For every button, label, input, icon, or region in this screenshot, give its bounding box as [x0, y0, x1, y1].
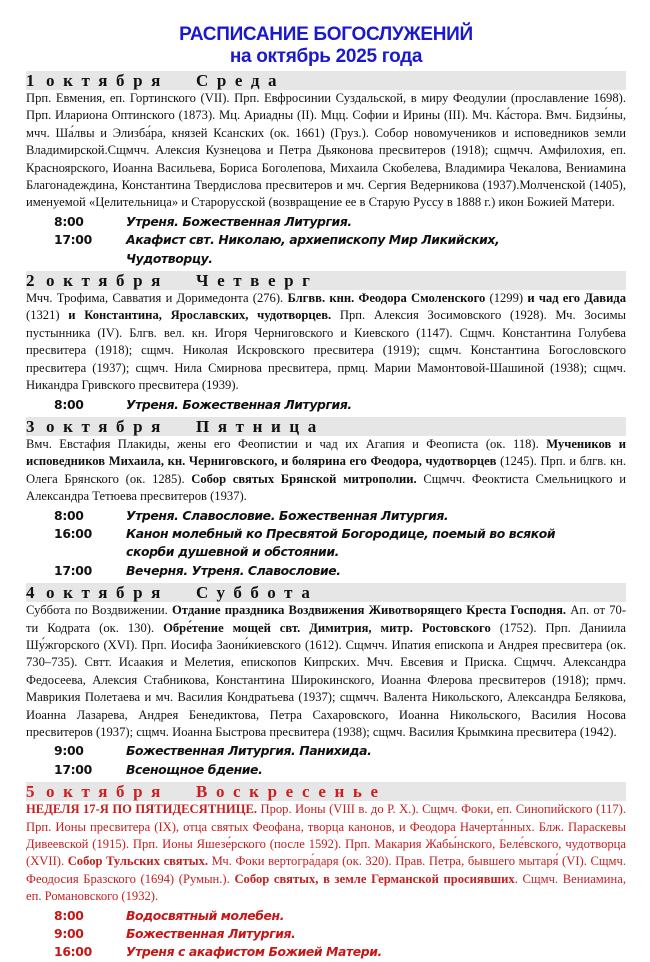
feast-highlight: НЕДЕЛЯ 17-Я ПО ПЯТИДЕСЯТНИЦЕ.: [26, 802, 258, 817]
service-row: [26, 761, 626, 779]
page-title: РАСПИСАНИЕ БОГОСЛУЖЕНИЙ: [179, 24, 473, 45]
day-description: [26, 602, 626, 741]
commemoration-text: Вмч. Евстафия Плакиды, жены его Феопистии и чад их Агапия и Феописта (ок. 118).: [26, 436, 547, 451]
service-row: [26, 943, 626, 961]
commemoration-text: Прп. Алексия Зосимовского (1928). Мч. Зосимы пустынника (IV). Блгв. вел. кн. Игоря Черниговского и Киевского (1147). Сщмч. Константина Голубева пресвитера (1918); сщмч. Николая Искровского пресвитера (1919); сщмч. Константина Богословского пресвитера (1937); сщмч. Нила Смирнова пресвитера, прмц. Марии Мамонтовой-Шашиной (1938); сщмч. Никандра Гривского пресвитера (1939).: [26, 308, 626, 393]
service-row: [26, 213, 626, 231]
commemoration-text: (1752). Прп. Даниила Шу́жгорского (XVI). Прп. Иосифа Заони́киевского (1612). Сщмчч. Ипатия епископа и Андрея пресвитера (ок. 730–735). Свтт. Исаакия и Мелетия, епископов Кипрских. Мчч. Евсевия и Приска. Сщмчч. Александра Федосеева, Алексия Стабникова, Константина Широкинского, Иоанна Флерова пресвитеров (1918); прмч. Маврикия Полетаева и мч. Василия Кондратьева (1937); сщмчч. Валента Никольского, Александра Белякова, Иоанна Лазарева, Андрея Бенедиктова, Петра Сахаровского, Иоанна Никольского, Василия Носова пресвитеров (1937); сщмч. Иоанна Быстрова пресвитера (1938); сщмч. Василия Крымкина пресвитера (1942).: [26, 620, 626, 739]
commemoration-text: . Сщмч. Вениамина, еп. Романовского (1932).: [26, 871, 626, 904]
day-description: [26, 436, 626, 506]
commemoration-text: Мчч. Трофима, Савватия и Доримедонта (276).: [26, 291, 288, 306]
service-time: 8:00: [54, 213, 84, 229]
service-time: 8:00: [54, 396, 84, 412]
service-row: [26, 742, 626, 760]
day-section: [26, 417, 626, 580]
feast-highlight: Отдание праздника Воздвижения Животворящего Креста Господня.: [172, 603, 567, 618]
feast-highlight: Собор святых, в земле Германской просиявших: [234, 871, 515, 886]
services-list: [26, 396, 626, 414]
feast-highlight: Собор Тульских святых.: [67, 854, 209, 869]
service-name: Утреня с акафистом Божией Матери.: [126, 944, 382, 960]
day-weekday: Четверг: [196, 271, 319, 291]
service-time: 9:00: [54, 743, 84, 759]
service-name: Божественная Литургия. Панихида.: [126, 743, 372, 759]
day-month: октября: [46, 782, 169, 802]
day-month: октября: [46, 583, 169, 603]
day-header: [26, 417, 626, 436]
service-name: Акафист свт. Николаю, архиепископу Мир Ликийских, Чудотворцу.: [126, 232, 500, 266]
day-weekday: Среда: [196, 71, 286, 90]
days-list: [26, 71, 626, 962]
day-month: октября: [46, 71, 169, 90]
day-number: 3: [26, 416, 35, 436]
service-time: 16:00: [54, 944, 92, 960]
service-row: [26, 562, 626, 580]
day-header: [26, 271, 626, 290]
day-description: [26, 90, 626, 212]
commemoration-text: Ап. от 70-ти Кодрата (ок. 130).: [26, 603, 627, 635]
service-name: Вечерня. Утреня. Славословие.: [126, 562, 341, 578]
day-section: [26, 782, 626, 962]
page-subtitle: на октябрь 2025 года: [229, 46, 423, 67]
commemoration-text: (1321): [26, 308, 69, 323]
service-row: [26, 396, 626, 414]
feast-highlight: Блгвв. кнн. Феодора Смоленского: [287, 291, 486, 306]
service-name: Канон молебный ко Пресвятой Богородице, поемый во всякой скорби душевной и обстоянии.: [126, 525, 556, 560]
service-row: [26, 907, 626, 925]
day-header: [26, 71, 626, 90]
service-name: Утреня. Божественная Литургия.: [126, 396, 352, 412]
service-time: 17:00: [54, 761, 92, 777]
service-time: 16:00: [54, 525, 92, 541]
feast-highlight: и чад его Давида: [527, 291, 627, 306]
service-name: Утреня. Славословие. Божественная Литургия.: [126, 507, 449, 523]
day-month: октября: [46, 416, 169, 436]
service-time: 8:00: [54, 907, 84, 923]
schedule-page: [26, 0, 626, 962]
commemoration-text: Мч. Фоки вертогра́даря (ок. 320). Прав. Петра, бывшего мытаря́ (VI). Сщмч. Феодосия Бразского (1694) (Румын.).: [26, 854, 626, 886]
day-month: октября: [46, 271, 169, 291]
day-weekday: Воскресенье: [196, 782, 387, 802]
day-header: [26, 782, 626, 801]
services-list: [26, 213, 626, 268]
services-list: [26, 907, 626, 962]
service-name: Водосвятный молебен.: [126, 907, 285, 923]
day-weekday: Суббота: [196, 583, 319, 603]
feast-highlight: Обре́тение мощей свт. Димитрия, митр. Ростовского: [163, 620, 491, 635]
day-number: 1: [26, 71, 35, 90]
commemoration-text: (1299): [485, 291, 528, 306]
commemoration-text: Прор. Ионы (VIII в. до Р. Х.). Сщмч. Фоки, еп. Синопийского (117). Прп. Ионы пресвитера (IX), отца святых Феофана, творца канонов, и Феодора Начерта́нных. Блж. Параскевы Дивеевской (1915). Прп. Ионы Яшезе́рского (после 1592). Прп. Макария Жабы́нского, Беле́вского, чудотворца (XVII).: [26, 802, 626, 869]
feast-highlight: Собор святых Брянской митрополии.: [191, 471, 417, 486]
day-section: [26, 271, 626, 414]
commemoration-text: Сщмчч. Феоктиста Смельницкого и Александра Тетюева пресвитеров (1937).: [26, 471, 627, 504]
day-section: [26, 583, 626, 779]
day-description: [26, 801, 626, 905]
service-row: [26, 507, 626, 525]
service-time: 8:00: [54, 507, 84, 523]
day-number: 2: [26, 271, 35, 291]
feast-highlight: Мучеников и исповедников Михаила, кн. Черниговского, и болярина его Феодора, чудотворцев: [26, 436, 626, 469]
service-row: [26, 231, 626, 268]
feast-highlight: и Константина, Ярославских, чудотворцев.: [68, 308, 332, 323]
service-name: Утреня. Божественная Литургия.: [126, 213, 352, 229]
service-name: Божественная Литургия.: [126, 926, 296, 942]
service-row: [26, 925, 626, 943]
commemoration-text: Суббота по Воздвижении.: [26, 603, 172, 618]
service-time: 17:00: [54, 562, 92, 578]
commemoration-text: Прп. Евмения, еп. Гортинского (VII). Прп. Евфросинии Суздальской, в миру Феодулии (прославление 1698). Прп. Илариона Оптинского (1873). Мц. Ариадны (II). Мцц. Софии и Ирины (III). Мч. Ка́стора. Вмч. Бидзи́ны, мчч. Ша́лвы и Элизба́ра, князей Ксанских (ок. 1661) (Груз.). Собор новомучеников и исповедников земли Владимирской.Сщмчч. Алексия Кузнецова и Петра Дьяконова пресвитеров (1918); сщмчч. Амфилохия, еп. Красноярского, Иоанна Васильева, Бориса Боголепова, Михаила Скобелева, Владимира Чекалова, Вениамина Благонадеждина, Константина Твердислова пресвитеров и мч. Сергия Ведерникова (1937).Молченской (1405), именуемой «Целительница» и Старорусской (возвращение ее в Старую Руссу в 1888 г.) икон Божией Матери.: [26, 91, 626, 210]
day-number: 4: [26, 583, 35, 603]
day-weekday: Пятница: [196, 416, 325, 436]
service-row: [26, 525, 626, 562]
day-section: [26, 71, 626, 268]
commemoration-text: (1245). Прп. и блгв. кн. Олега Брянского (ок. 1285).: [26, 454, 626, 486]
day-header: [26, 583, 626, 602]
service-time: 17:00: [54, 232, 92, 248]
service-name: Всенощное бдение.: [126, 761, 263, 777]
service-time: 9:00: [54, 926, 84, 942]
day-number: 5: [26, 782, 35, 802]
day-description: [26, 290, 626, 394]
services-list: [26, 742, 626, 779]
services-list: [26, 507, 626, 581]
